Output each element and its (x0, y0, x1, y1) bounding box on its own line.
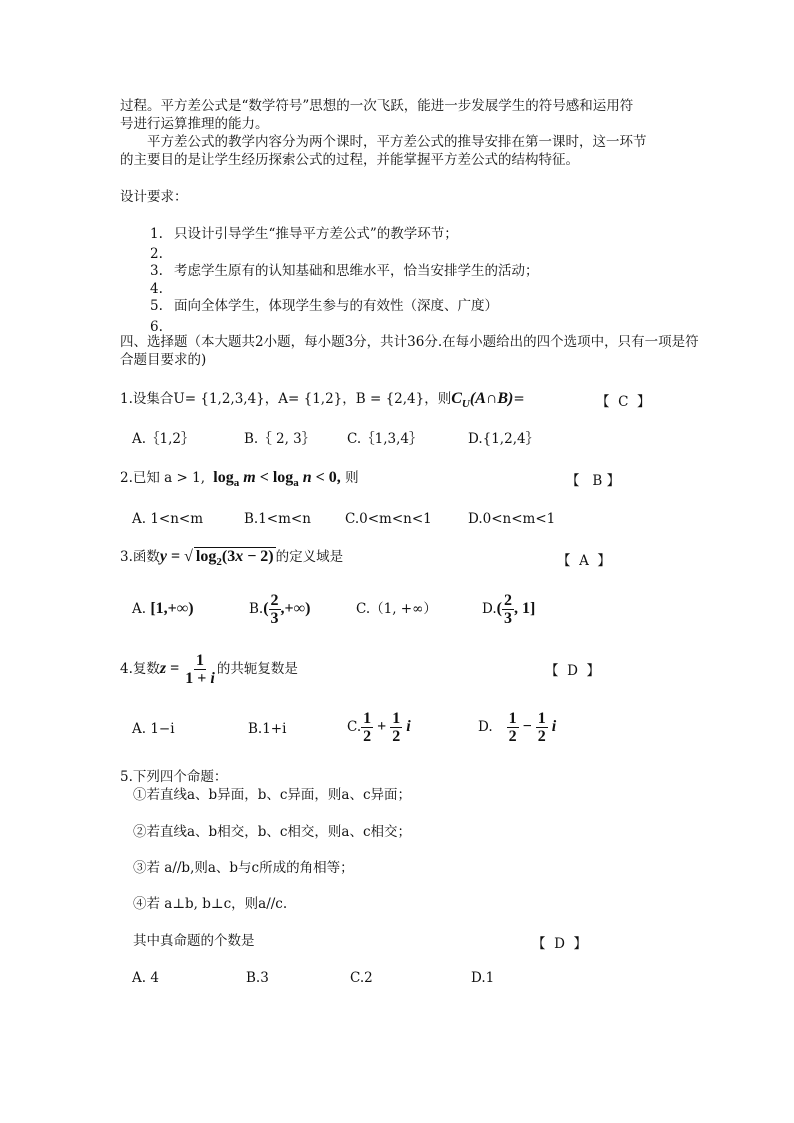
q4-option-b: B.1+i (248, 721, 287, 737)
q2-option-c: C.0<m<n<1 (345, 511, 432, 527)
q3-option-b-fraction: $\frac{2}{3}$ (270, 592, 279, 627)
q5-question: 其中真命题的个数是 (133, 933, 255, 949)
q2-answer: 【 B 】 (566, 473, 621, 489)
intro-line-3: 平方差公式的教学内容分为两个课时，平方差公式的推导安排在第一课时，这一环节 (147, 134, 647, 150)
q4-formula: $\frac{1}{1 + i}$ (185, 652, 215, 687)
q5-option-c: C.2 (350, 970, 373, 986)
q3-option-d: D.( $\frac{2}{3}$ , 1] (482, 592, 536, 627)
q1-stem: 1.设集合U= {1,2,3,4}，A= {1,2}，B = {2,4}，则$C_U(A\cap B)=$ (120, 390, 525, 410)
section-heading-line-1: 四、选择题（本大题共2小题，每小题3分，共计36分.在每小题给出的四个选项中，只有一项是符 (120, 334, 699, 350)
q5-option-b: B.3 (246, 970, 269, 986)
design-item-5-text: 面向全体学生，体现学生参与的有效性（深度、广度） (174, 298, 498, 314)
q4-stem-text: 4.复数 (120, 661, 160, 677)
q4-answer: 【 D 】 (545, 663, 600, 679)
q5-prop-3: ③若 a//b,则a、b与c所成的角相等； (133, 860, 354, 876)
q1-option-b: B.｛ 2, 3｝ (244, 431, 316, 447)
design-item-4-num: 4. (150, 281, 163, 297)
q4-option-d: D. $\frac{1}{2}$ − $\frac{1}{2}$ i (478, 710, 557, 745)
q3-option-b-label: B. (249, 601, 264, 617)
q3-answer: 【 A 】 (557, 553, 611, 569)
q5-prop-4: ④若 a⊥b, b⊥c，则a//c. (133, 896, 288, 912)
design-item-5-num: 5. (150, 298, 163, 314)
intro-line-4: 的主要目的是让学生经历探索公式的过程，并能掌握平方差公式的结构特征。 (120, 152, 579, 168)
q3-option-a-label: A. (132, 601, 147, 617)
design-item-1-text: 只设计引导学生“推导平方差公式”的教学环节； (174, 226, 458, 242)
q3-option-d-label: D. (482, 601, 497, 617)
q3-option-a (132, 600, 194, 618)
intro-line-1: 过程。平方差公式是“数学符号”思想的一次飞跃，能进一步发展学生的符号感和运用符 (120, 98, 634, 114)
q4-option-a: A. 1−i (132, 721, 175, 737)
q5-prop-2: ②若直线a、b相交，b、c相交，则a、c相交； (133, 824, 412, 840)
q4-option-d-label: D. (478, 719, 493, 735)
q4-option-c: C. $\frac{1}{2}$ + $\frac{1}{2}$ i (347, 710, 411, 745)
q1-stem-text: 1.设集合U= {1,2,3,4}，A= {1,2}，B = {2,4}，则 (120, 391, 452, 407)
design-item-3-num: 3. (150, 263, 163, 279)
q2-stem (120, 469, 359, 488)
design-item-3-text: 考虑学生原有的认知基础和思维水平，恰当安排学生的活动； (174, 263, 539, 279)
q5-option-a: A. 4 (132, 970, 159, 986)
q3-option-a-formula: [1,+∞) (150, 600, 194, 617)
q4-option-c-label: C. (347, 719, 362, 735)
q2-stem-text: 2.已知 a > 1, (120, 470, 205, 486)
q5-option-d: D.1 (471, 970, 495, 986)
q1-formula: $C_U(A\cap B)$ (451, 390, 514, 410)
intro-line-2: 号进行运算推理的能力。 (120, 116, 269, 132)
q5-answer: 【 D 】 (532, 936, 587, 952)
q5-stem: 5.下列四个命题： (120, 769, 228, 785)
design-item-2-num: 2. (150, 246, 163, 262)
q3-option-d-fraction: $\frac{2}{3}$ (503, 592, 512, 627)
q1-option-a: A.｛1,2｝ (132, 431, 195, 447)
q3-stem (120, 547, 343, 567)
section-heading-line-2: 合题目要求的) (120, 352, 207, 368)
q3-option-b: B.( $\frac{2}{3}$ ,+∞) (249, 592, 311, 627)
design-heading: 设计要求： (120, 189, 188, 205)
design-item-6-num: 6. (150, 319, 163, 335)
q1-option-c: C.｛1,3,4｝ (347, 431, 423, 447)
q2-formula: $\log_a m < \log_a n < 0$, (213, 469, 341, 489)
design-item-1-num: 1. (150, 226, 163, 242)
q3-stem-tail: 的定义域是 (275, 549, 344, 565)
q1-answer: 【 C 】 (596, 394, 651, 410)
q4-stem-tail: 的共轭复数是 (216, 661, 298, 677)
q4-stem: 4.复数z = $\frac{1}{1 + i}$ 的共轭复数是 (120, 652, 298, 687)
q2-option-a: A. 1<n<m (132, 511, 204, 527)
q2-stem-tail: 则 (345, 470, 359, 486)
q5-prop-1: ①若直线a、b异面，b、c异面，则a、c异面； (133, 787, 412, 803)
q3-option-c: C.（1, +∞） (356, 601, 437, 617)
q3-formula: y = √ $\log_2(3x - 2)$ (159, 548, 274, 568)
q1-option-d: D.{1,2,4｝ (468, 431, 540, 447)
q2-option-d: D.0<n<m<1 (468, 511, 556, 527)
q2-option-b: B.1<m<n (244, 511, 311, 527)
q3-stem-text: 3.函数 (120, 549, 160, 565)
